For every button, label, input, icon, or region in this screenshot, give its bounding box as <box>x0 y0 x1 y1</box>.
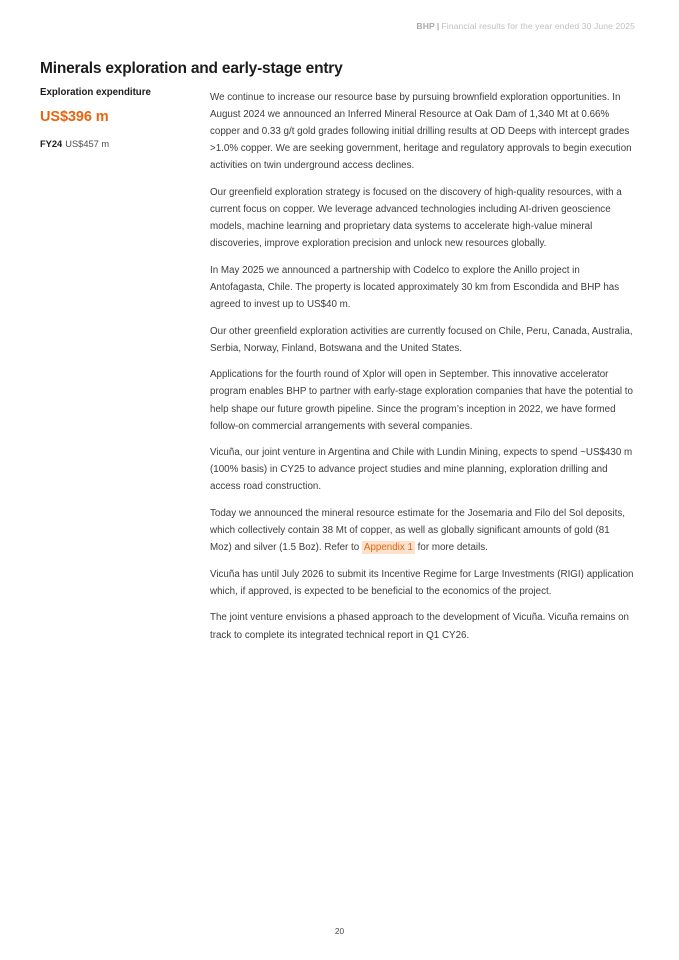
page-footer <box>0 926 679 936</box>
paragraph-text-before-link: Today we announced the mineral resource estimate for the Josemaria and Filo del Sol deposits, which collectively contain 38 Mt of copper, as well as globally significant amounts of gold (81 Moz) and silver (1.5 Boz). Refer to <box>210 507 625 554</box>
paragraph: Applications for the fourth round of Xplor will open in September. This innovative accelerator program enables BHP to partner with early-stage exploration companies that have the potential to help shape our future growth pipeline. Since the program’s inception in 2022, we have formed follow-on commercial arrangements with several companies. <box>210 369 633 432</box>
header-separator: | <box>436 21 440 31</box>
body-text-column <box>210 89 634 653</box>
prior-period-value: US$457 m <box>65 139 110 149</box>
header-title: Financial results for the year ended 30 June 2025 <box>441 21 635 31</box>
appendix-1-link[interactable]: Appendix 1 <box>363 542 413 554</box>
paragraph: In May 2025 we announced a partnership with Codelco to explore the Anillo project in Antofagasta, Chile. The property is located approximately 30 km from Escondida and BHP has agreed to invest up to US$40 m. <box>210 264 620 311</box>
paragraph-text-after-link: for more details. <box>414 542 488 554</box>
prior-period-label: FY24 <box>40 139 63 149</box>
running-header <box>416 21 635 31</box>
key-figure-value: US$396 m <box>40 109 109 125</box>
key-figure-prior <box>40 139 202 149</box>
page-number: 20 <box>334 926 345 936</box>
page-title: Minerals exploration and early-stage entry <box>40 60 343 78</box>
paragraph: The joint venture envisions a phased approach to the development of Vicuña. Vicuña remains on track to complete its integrated technical report in Q1 CY26. <box>210 612 629 641</box>
paragraph-with-link <box>210 505 634 556</box>
key-figure-sidebar <box>40 87 202 149</box>
paragraph: Our greenfield exploration strategy is focused on the discovery of high-quality resources, with a current focus on copper. We leverage advanced technologies including AI-driven geoscience models, machine learning and proprietary data systems to accelerate high-value mineral discoveries, improve exploration precision and unlock new resources globally. <box>210 186 622 250</box>
key-figure-label: Exploration expenditure <box>40 87 151 98</box>
paragraph: We continue to increase our resource base by pursuing brownfield exploration opportunities. In August 2024 we announced an Inferred Mineral Resource at Oak Dam of 1,340 Mt at 0.66% copper and 0.33 g/t gold grades following initial drilling results at OD Deeps with intercept grades >1.0% copper. We are seeking government, heritage and regulatory approvals to begin execution activities on twin underground access declines. <box>210 92 632 172</box>
paragraph: Vicuña, our joint venture in Argentina and Chile with Lundin Mining, expects to spend ~US$430 m (100% basis) in CY25 to advance project studies and mine planning, exploration drilling and access road construction. <box>210 447 633 493</box>
paragraph: Vicuña has until July 2026 to submit its Incentive Regime for Large Investments (RIGI) application which, if approved, is expected to be beneficial to the economics of the project. <box>210 568 634 597</box>
brand-name: BHP <box>416 21 435 31</box>
paragraph: Our other greenfield exploration activities are currently focused on Chile, Peru, Canada, Australia, Serbia, Norway, Finland, Botswana and the United States. <box>210 325 633 354</box>
